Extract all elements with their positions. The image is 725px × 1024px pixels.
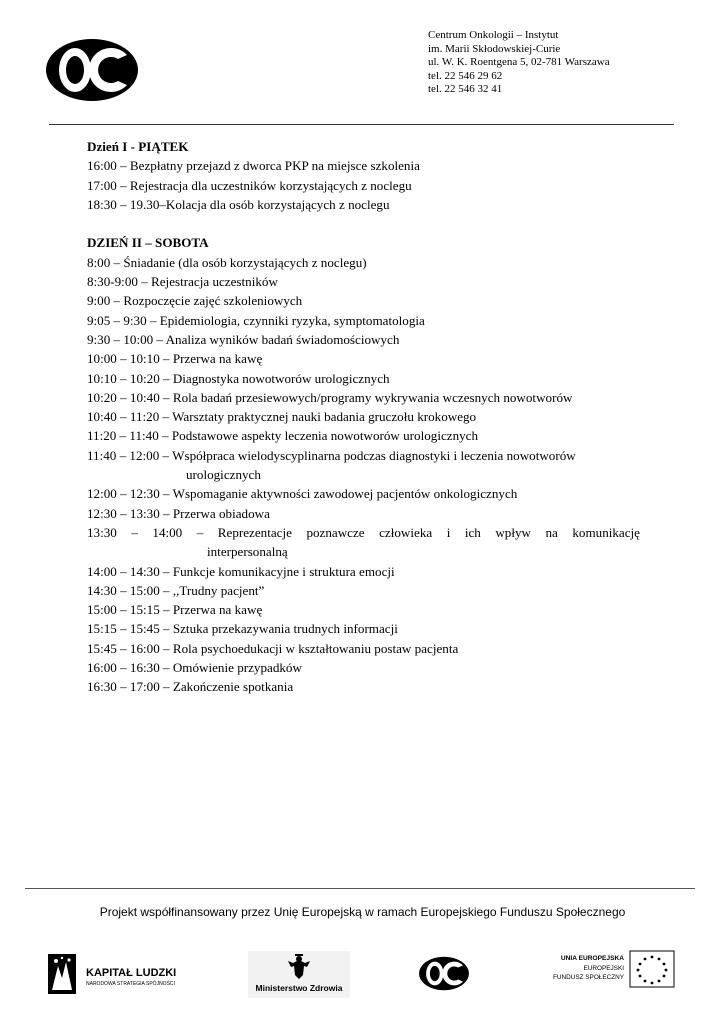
schedule-item: 16:30 – 17:00 – Zakończenie spotkania	[87, 679, 294, 695]
schedule-item: 16:00 – Bezpłatny przejazd z dworca PKP na miejsce szkolenia	[87, 158, 420, 174]
footer-funding-note: Projekt współfinansowany przez Unię Europejską w ramach Europejskiego Funduszu Społecznego	[99, 905, 626, 919]
address-line: tel. 22 546 32 41	[428, 83, 503, 96]
schedule-item: 15:00 – 15:15 – Przerwa na kawę	[87, 602, 263, 618]
schedule-item: 12:30 – 13:30 – Przerwa obiadowa	[87, 505, 270, 521]
schedule-item: 9:05 – 9:30 – Epidemiologia, czynniki ryzyka, symptomatologia	[87, 312, 425, 328]
schedule-item: 9:00 – Rozpoczęcie zajęć szkoleniowych	[87, 293, 303, 309]
kapital-ludzki-icon	[48, 954, 76, 994]
schedule-item: 11:40 – 12:00 – Współpraca wielodyscyplinarna podczas diagnostyki i leczenia nowotworów	[87, 447, 576, 463]
schedule	[87, 137, 640, 697]
schedule-item: 17:00 – Rejestracja dla uczestników korzystających z noclegu	[87, 177, 412, 193]
address-line: im. Marii Skłodowskiej-Curie	[428, 42, 561, 55]
schedule-item: 8:00 – Śniadanie (dla osób korzystających z noclegu)	[87, 254, 367, 270]
eu-esf-logo	[528, 950, 676, 990]
schedule-item: 11:20 – 11:40 – Podstawowe aspekty leczenia nowotworów urologicznych	[87, 428, 479, 444]
esf-label-1: EUROPEJSKI	[583, 965, 624, 972]
eu-label: UNIA EUROPEJSKA	[560, 955, 624, 962]
schedule-item: 10:00 – 10:10 – Przerwa na kawę	[87, 351, 263, 367]
section-gap	[87, 214, 640, 233]
schedule-item: 10:20 – 10:40 – Rola badań przesiewowych/programy wykrywania wczesnych nowotworów	[87, 389, 573, 405]
schedule-item: 14:00 – 14:30 – Funkcje komunikacyjne i struktura emocji	[87, 563, 395, 579]
schedule-item: 12:00 – 12:30 – Wspomaganie aktywności zawodowej pacjentów onkologicznych	[87, 486, 518, 502]
schedule-item-continuation: urologicznych	[186, 467, 261, 483]
eu-flag-icon	[630, 951, 674, 987]
schedule-item: 10:40 – 11:20 – Warsztaty praktycznej nauki badania gruczołu krokowego	[87, 409, 477, 425]
schedule-item: 15:45 – 16:00 – Rola psychoedukacji w kształtowaniu postaw pacjenta	[87, 640, 459, 656]
schedule-item: 16:00 – 16:30 – Omówienie przypadków	[87, 660, 302, 676]
schedule-item: 9:30 – 10:00 – Analiza wyników badań świadomościowych	[87, 331, 400, 347]
oc-logo-small	[418, 955, 470, 992]
schedule-item: 14:30 – 15:00 – ,,Trudny pacjent”	[87, 582, 265, 598]
kapital-ludzki-logo	[48, 952, 198, 997]
header-divider	[49, 124, 674, 125]
schedule-item: 18:30 – 19.30–Kolacja dla osób korzystających z noclegu	[87, 196, 390, 212]
day2-heading: DZIEŃ II – SOBOTA	[87, 235, 209, 251]
address-line: Centrum Onkologii – Instytut	[428, 29, 559, 41]
schedule-item: 15:15 – 15:45 – Sztuka przekazywania trudnych informacji	[87, 621, 398, 637]
address-line: ul. W. K. Roentgena 5, 02-781 Warszawa	[428, 56, 610, 69]
schedule-item-continuation: interpersonalną	[207, 544, 288, 560]
schedule-item: 8:30-9:00 – Rejestracja uczestników	[87, 274, 278, 290]
kapital-ludzki-title: KAPITAŁ LUDZKI	[86, 967, 177, 979]
schedule-item: 13:30 – 14:00 – Reprezentacje poznawcze człowieka i ich wpływ na komunikację	[87, 524, 640, 540]
esf-label-2: FUNDUSZ SPOŁECZNY	[552, 974, 624, 981]
day1-heading: Dzień I - PIĄTEK	[87, 139, 189, 154]
kapital-ludzki-subtitle: NARODOWA STRATEGIA SPÓJNOŚCI	[86, 981, 175, 987]
ministry-of-health-logo	[248, 951, 350, 998]
address-line: tel. 22 546 29 62	[428, 69, 503, 82]
schedule-item: 10:10 – 10:20 – Diagnostyka nowotworów urologicznych	[87, 370, 390, 386]
ministry-label: Ministerstwo Zdrowia	[255, 983, 343, 993]
oc-logo	[44, 37, 140, 103]
institution-address	[428, 29, 610, 97]
footer-divider	[25, 888, 695, 889]
